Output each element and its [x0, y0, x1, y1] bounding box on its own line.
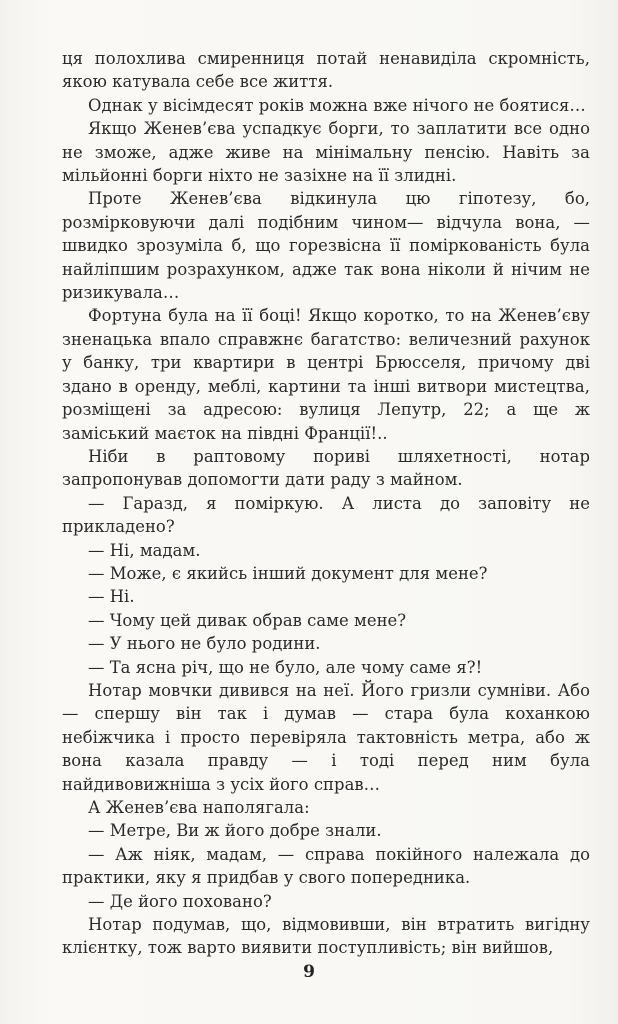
paragraph: А Женев’єва наполягала:	[88, 798, 310, 817]
dialogue-line: — Чому цей дивак обрав саме мене?	[88, 610, 407, 630]
dialogue-line: — У нього не було родини.	[88, 634, 321, 654]
paragraph: Нотар мовчки дивився на неї. Його гризли сумніви. Або — спершу він так і думав — стара була коханкою небіжчика і просто перевіряла тактовність метра, або ж вона казала правду — і тоді перед ним була найдивовижніша з усіх його справ…	[62, 680, 590, 794]
page-number: 9	[303, 962, 315, 982]
paragraph: Фортуна була на її боці! Якщо коротко, то на Женев’єву зненацька впало справжнє багатство: величезний рахунок у банку, три квартири в центрі Брюсселя, причому дві здано в оренду, меблі, картини та інші витвори мистецтва, розміщені за адресою: вулиця Лепутр, 22; а ще ж заміський маєток на півдні Франції!..	[62, 306, 590, 443]
dialogue-line: — Метре, Ви ж його добре знали.	[88, 821, 382, 841]
dialogue-line: — Може, є якийсь інший документ для мене?	[88, 563, 488, 583]
dialogue-line: — Та ясна річ, що не було, але чому саме я?!	[88, 657, 483, 677]
dialogue-line: — Ні.	[88, 587, 135, 607]
dialogue-line: — Ні, мадам.	[88, 540, 201, 560]
paragraph: Однак у вісімдесят років можна вже нічого не боятися…	[88, 95, 586, 115]
dialogue-line: — Гаразд, я поміркую. А листа до заповіту не прикладено?	[62, 493, 590, 537]
body-text	[62, 47, 590, 960]
paragraph: Проте Женев’єва відкинула цю гіпотезу, бо, розмірковуючи далі подібним чином— відчула вона, — швидко зрозуміла б, що горезвісна її поміркованість була найліпшим розрахунком, адже так вона ніколи й нічим не ризикувала…	[62, 189, 590, 303]
paragraph: Якщо Женев’єва успадкує борги, то заплатити все одно не зможе, адже живе на мінімальну пенсію. Навіть за мільйонні борги ніхто не зазіхне на її злидні.	[62, 119, 590, 186]
paragraph: ця полохлива смиренниця потай ненавиділа скромність, якою катувала себе все життя.	[62, 49, 590, 92]
paragraph: Ніби в раптовому пориві шляхетності, нотар запропонував допомогти дати раду з майном.	[62, 446, 590, 490]
dialogue-line: — Де його поховано?	[88, 891, 272, 911]
dialogue-line: — Аж ніяк, мадам, — справа покійного належала до практики, яку я придбав у свого попередника.	[62, 844, 590, 888]
paragraph: Нотар подумав, що, відмовивши, він втратить вигідну клієнтку, тож варто виявити поступливість; він вийшов,	[62, 915, 590, 958]
